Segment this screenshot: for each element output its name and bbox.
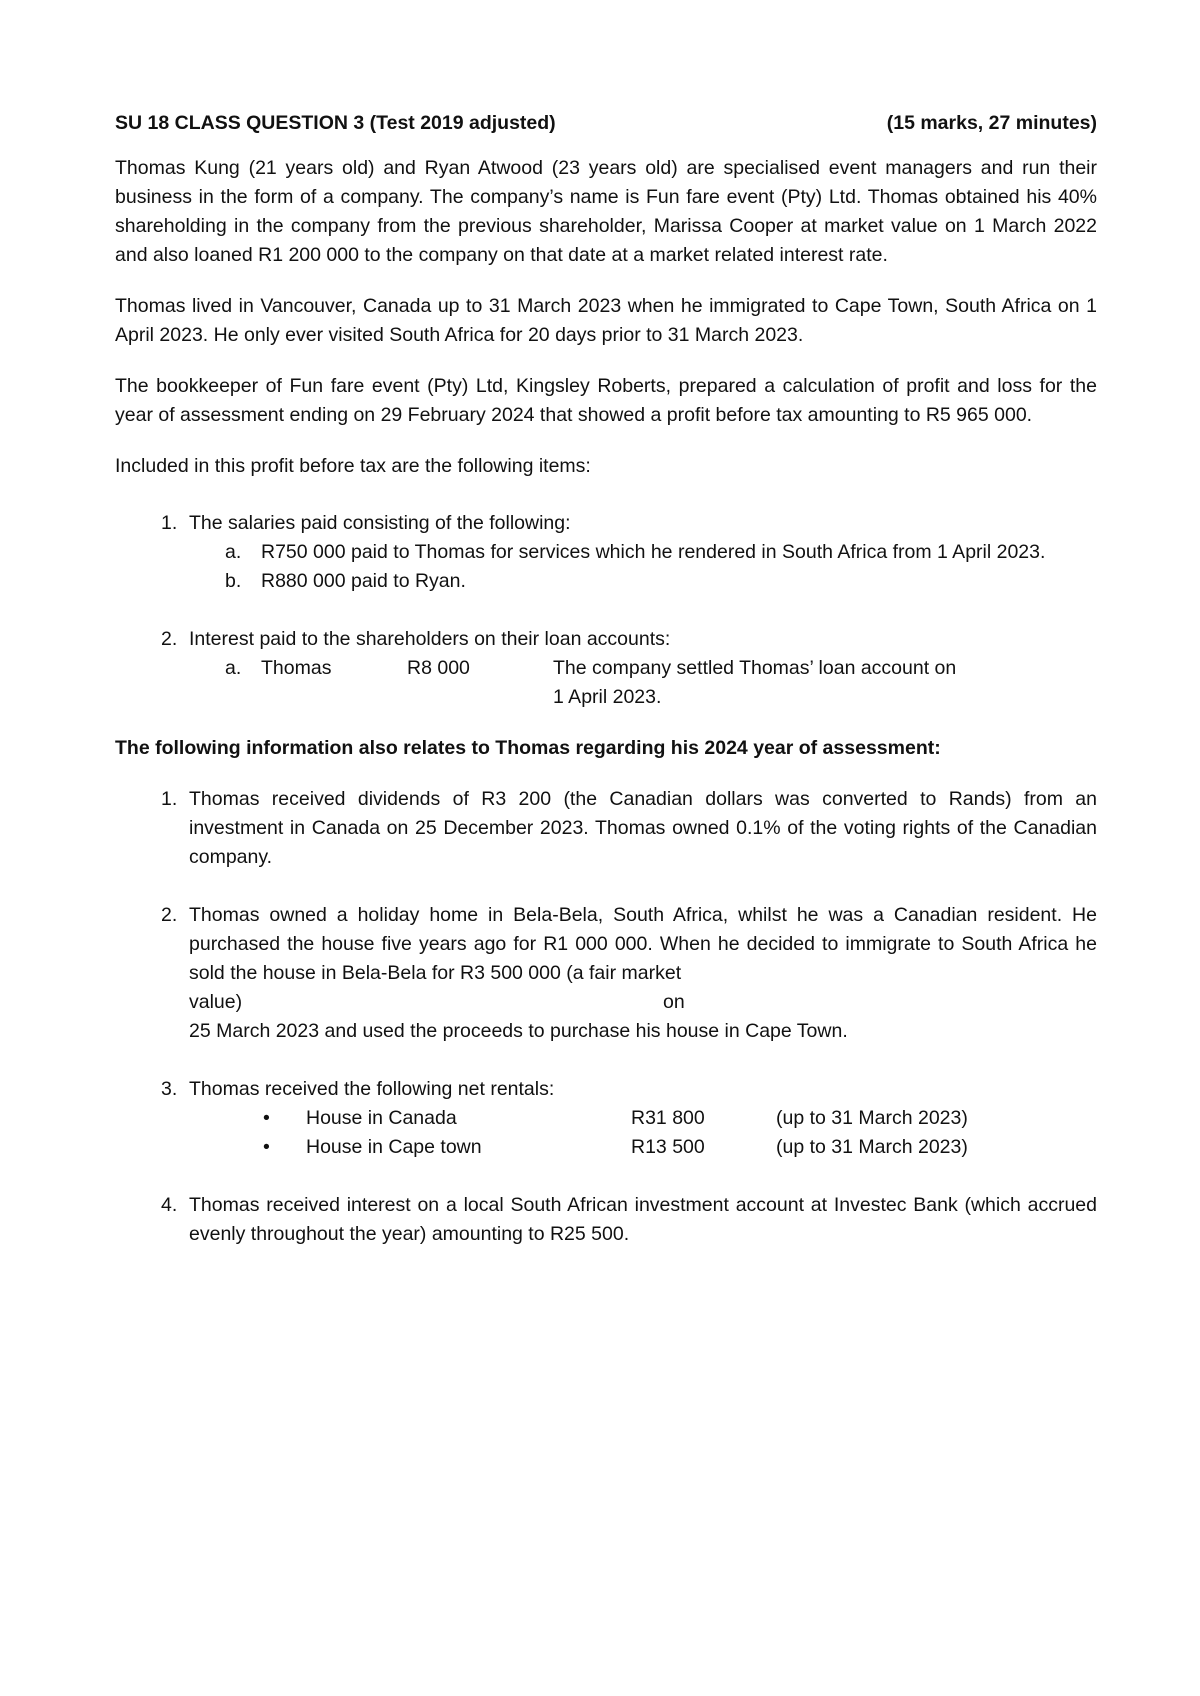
item-text: Thomas received dividends of R3 200 (the Canadian dollars was converted to Rands) from an investment in Canada on 25 December 2023. Thomas owned 0.1% of the voting rights of the Canadian company. xyxy=(189,788,1097,868)
subitem-letter: a. xyxy=(225,657,242,679)
item-text: Thomas received the following net rentals: xyxy=(189,1078,555,1100)
paragraph-intro: Thomas Kung (21 years old) and Ryan Atwood (23 years old) are specialised event managers and run their business in the form of a company. The company’s name is Fun fare event (Pty) Ltd. Thomas obtained his 40% shareholding in the company from the previous shareholder, Marissa Cooper at market value on 1 March 2022 and also loaned R1 200 000 to the company on that date at a market related interest rate. xyxy=(115,157,1097,266)
item-text-on: on xyxy=(663,991,685,1013)
list-item-dividends xyxy=(115,785,1097,872)
item-text: Thomas owned a holiday home in Bela-Bela, South Africa, whilst he was a Canadian resident. He purchased the house five years ago for R1 000 000. When he decided to immigrate to South Africa he sold the house in Bela-Bela for R3 500 000 (a fair market xyxy=(189,904,1097,984)
section-heading: The following information also relates to Thomas regarding his 2024 year of assessment: xyxy=(115,737,941,759)
item-number: 1. xyxy=(161,512,178,534)
interest-amount: R8 000 xyxy=(407,657,470,679)
document-content xyxy=(115,109,1097,1249)
paragraph-residence: Thomas lived in Vancouver, Canada up to 31 March 2023 when he immigrated to Cape Town, South Africa on 1 April 2023. He only ever visited South Africa for 20 days prior to 31 March 2023. xyxy=(115,295,1097,346)
bullet-icon: • xyxy=(263,1107,270,1129)
item-number: 4. xyxy=(161,1194,178,1216)
list-item-holiday-home xyxy=(115,901,1097,1046)
rental-period: (up to 31 March 2023) xyxy=(776,1107,968,1129)
rental-amount: R31 800 xyxy=(631,1107,705,1129)
item-text: Interest paid to the shareholders on their loan accounts: xyxy=(189,628,671,650)
paragraph-profit: The bookkeeper of Fun fare event (Pty) Ltd, Kingsley Roberts, prepared a calculation of profit and loss for the year of assessment ending on 29 February 2024 that showed a profit before tax amounting to R5 965 000. xyxy=(115,375,1097,426)
subitem-text: R750 000 paid to Thomas for services which he rendered in South Africa from 1 April 2023. xyxy=(261,541,1046,563)
question-header xyxy=(115,109,1097,138)
list-item-rentals xyxy=(115,1075,1097,1162)
item-number: 1. xyxy=(161,788,178,810)
subitem-b xyxy=(225,567,1097,596)
rental-description: House in Canada xyxy=(306,1107,457,1129)
item-number: 2. xyxy=(161,904,178,926)
question-title: SU 18 CLASS QUESTION 3 (Test 2019 adjusted) xyxy=(115,112,556,134)
list-item-interest xyxy=(115,625,1097,712)
interest-note-line: The company settled Thomas’ loan account on xyxy=(553,657,957,679)
interest-note xyxy=(553,654,1097,712)
rental-amount: R13 500 xyxy=(631,1136,705,1158)
item-number: 2. xyxy=(161,628,178,650)
rental-description: House in Cape town xyxy=(306,1136,482,1158)
rental-period: (up to 31 March 2023) xyxy=(776,1136,968,1158)
thomas-items-list xyxy=(115,785,1097,1249)
interest-shareholder: Thomas xyxy=(261,657,332,679)
subitem-a xyxy=(225,654,1097,712)
interest-note-line: 1 April 2023. xyxy=(553,686,662,708)
question-marks: (15 marks, 27 minutes) xyxy=(886,112,1097,134)
item-text-value: value) xyxy=(189,991,243,1013)
subitem-letter: b. xyxy=(225,570,242,592)
profit-items-list xyxy=(115,509,1097,712)
item-number: 3. xyxy=(161,1078,178,1100)
rental-row xyxy=(263,1133,1097,1162)
item-text: The salaries paid consisting of the following: xyxy=(189,512,571,534)
item-text-tail: 25 March 2023 and used the proceeds to purchase his house in Cape Town. xyxy=(189,1020,848,1042)
bullet-icon: • xyxy=(263,1136,270,1158)
paragraph-included-items: Included in this profit before tax are the following items: xyxy=(115,455,591,477)
subitem-letter: a. xyxy=(225,541,242,563)
list-item-salaries xyxy=(115,509,1097,596)
rental-row xyxy=(263,1104,1097,1133)
subitem-a xyxy=(225,538,1097,567)
item-text: Thomas received interest on a local South African investment account at Investec Bank (which accrued evenly throughout the year) amounting to R25 500. xyxy=(189,1194,1097,1245)
list-item-interest-investec xyxy=(115,1191,1097,1249)
subitem-text: R880 000 paid to Ryan. xyxy=(261,570,466,592)
